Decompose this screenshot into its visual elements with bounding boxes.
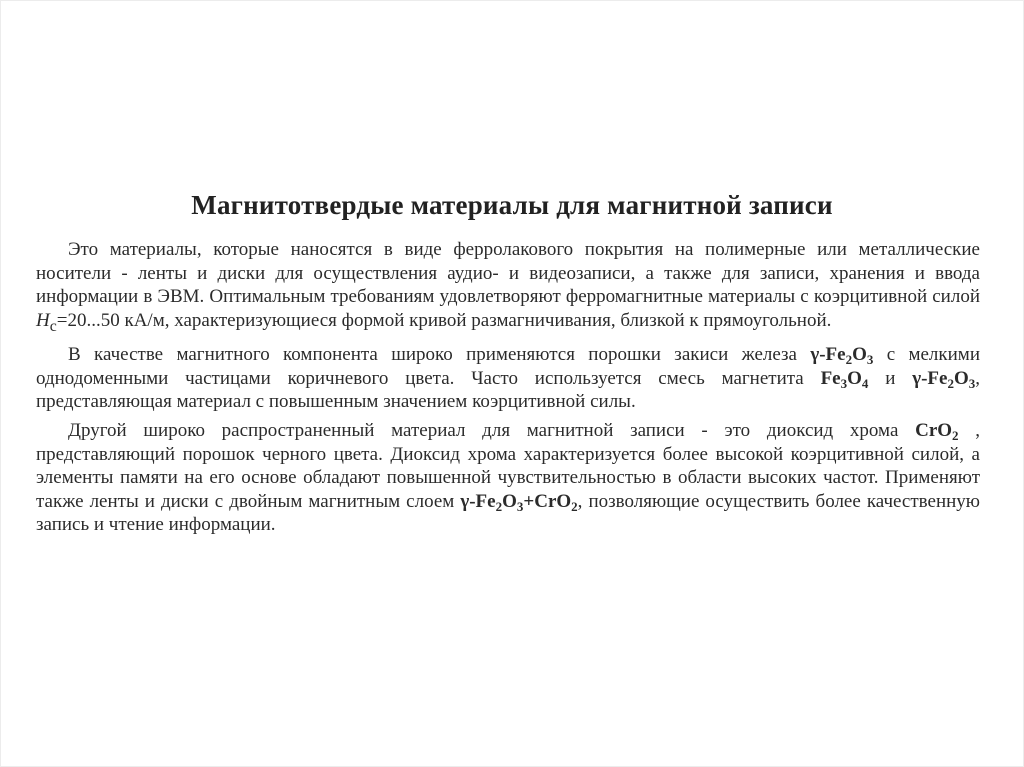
p3-text-3: , позволяющие осуществить более качественную запись и чтение информации. — [36, 490, 980, 536]
body-text — [36, 238, 980, 542]
formula-fe2o3-cro2: $\gamma-Fe_2O_3+CrO_2$ — [460, 490, 578, 514]
p3-text-1: Другой широко распространенный материал для магнитной записи - это диоксид хрома — [68, 419, 916, 441]
formula-gamma-fe2o3: $\gamma-Fe_2O_3$ — [810, 344, 874, 368]
formula-gamma-fe2o3-2: $\gamma-Fe_2O_3$ — [912, 367, 976, 391]
p2-text-4: , представляющая материал с повышенным значением коэрцитивной силы. — [36, 367, 981, 413]
paragraph-3 — [36, 419, 980, 537]
p1-text-2: =20...50 кА/м, характеризующиеся формой кривой размагничивания, близкой к прямоугольной. — [56, 309, 832, 331]
paragraph-1 — [36, 238, 980, 338]
p3-text-2: , представляющий порошок черного цвета. Диоксид хрома характеризуется более высокой коэрцитивной силой, а элементы памяти на его основе обладают повышенной чувствительностью в области высоких частот. Применяют также ленты и диски с двойным магнитным слоем — [36, 419, 980, 512]
p2-text-3: и — [868, 367, 913, 389]
formula-cro2: CrO$_2$ — [915, 419, 959, 443]
hc-symbol: H — [36, 309, 50, 331]
p2-text-2: с мелкими однодоменными частицами коричневого цвета. Часто используется смесь магнетита — [36, 344, 980, 389]
formula-fe3o4: $Fe_3O_4$ — [820, 367, 869, 391]
p1-text-1: Это материалы, которые наносятся в виде ферролакового покрытия на полимерные или металлические носители - ленты и диски для осуществления аудио- и видеозаписи, а также для записи, хранения и ввода информации в ЭВМ. Оптимальным требованиям удовлетворяют ферромагнитные материалы с коэрцитивной силой — [36, 239, 980, 308]
paragraph-2 — [36, 343, 980, 414]
slide-title: Магнитотвердые материалы для магнитной записи — [191, 190, 833, 220]
hc-subscript: c — [49, 317, 57, 335]
p2-text-1: В качестве магнитного компонента широко применяются порошки закиси железа — [68, 344, 811, 366]
